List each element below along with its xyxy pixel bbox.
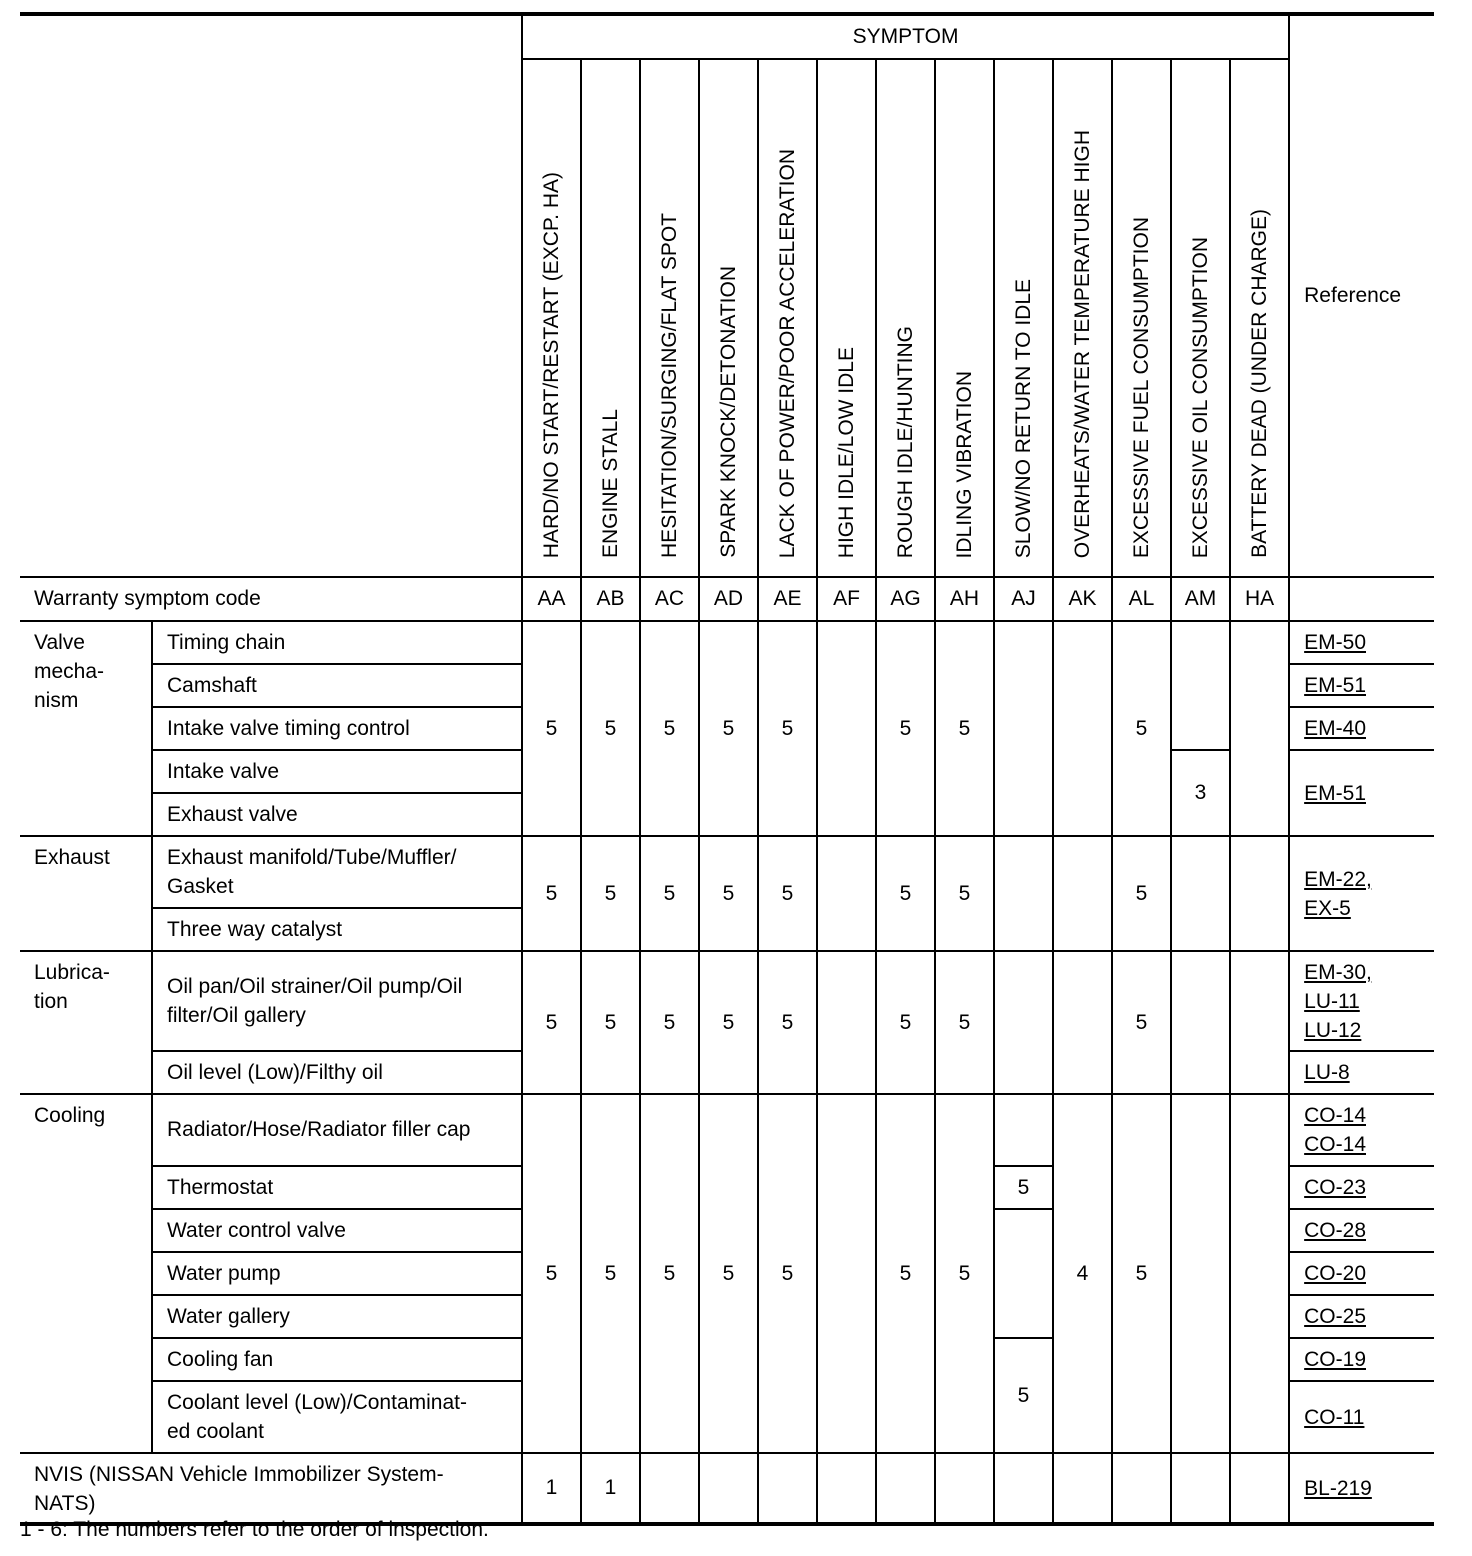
group-valve-mechanism: Valve mecha- nism — [20, 621, 152, 836]
value-cell: 5 — [581, 951, 640, 1094]
value-cell: 5 — [876, 951, 935, 1094]
column-header: OVERHEATS/WATER TEMPERATURE HIGH — [1053, 59, 1112, 577]
value-cell: 5 — [699, 621, 758, 836]
value-cell — [876, 1453, 935, 1524]
warranty-code: AH — [935, 577, 994, 621]
item-water-pump: Water pump — [152, 1252, 522, 1295]
group-exhaust: Exhaust — [20, 836, 152, 951]
value-cell: 5 — [522, 621, 581, 836]
value-cell — [817, 836, 876, 951]
value-cell — [1171, 836, 1230, 951]
value-cell: 5 — [1112, 836, 1171, 951]
value-cell — [1053, 621, 1112, 836]
warranty-code: AL — [1112, 577, 1171, 621]
value-cell: 5 — [758, 1094, 817, 1453]
value-cell — [994, 621, 1053, 836]
value-cell — [994, 836, 1053, 951]
warranty-label: Warranty symptom code — [20, 577, 522, 621]
value-cell — [758, 1453, 817, 1524]
group-lubrication: Lubrica- tion — [20, 951, 152, 1094]
group-nvis: NVIS (NISSAN Vehicle Immobilizer System- NATS) — [20, 1453, 522, 1524]
ref-co-25[interactable]: CO-25 — [1289, 1295, 1434, 1338]
warranty-code: AB — [581, 577, 640, 621]
item-timing-chain: Timing chain — [152, 621, 522, 664]
value-cell — [1171, 951, 1230, 1094]
column-header: ROUGH IDLE/HUNTING — [876, 59, 935, 577]
value-cell: 5 — [522, 1094, 581, 1453]
column-header: IDLING VIBRATION — [935, 59, 994, 577]
value-cell: 5 — [994, 1166, 1053, 1209]
value-cell: 5 — [699, 836, 758, 951]
group-cooling: Cooling — [20, 1094, 152, 1453]
item-oil-level: Oil level (Low)/Filthy oil — [152, 1051, 522, 1094]
value-cell — [699, 1453, 758, 1524]
value-cell: 5 — [640, 1094, 699, 1453]
value-cell: 5 — [522, 836, 581, 951]
value-cell — [1053, 951, 1112, 1094]
warranty-ref-blank — [1289, 577, 1434, 621]
value-cell — [994, 1453, 1053, 1524]
value-cell-empty — [1171, 621, 1230, 750]
value-cell-empty — [1230, 1094, 1289, 1453]
value-cell — [1112, 1453, 1171, 1524]
column-header: HIGH IDLE/LOW IDLE — [817, 59, 876, 577]
symptom-header: SYMPTOM — [522, 14, 1289, 59]
value-cell — [1053, 836, 1112, 951]
item-cooling-fan: Cooling fan — [152, 1338, 522, 1381]
value-cell: 5 — [581, 621, 640, 836]
value-cell: 4 — [1053, 1094, 1112, 1453]
value-cell: 5 — [935, 951, 994, 1094]
column-header: BATTERY DEAD (UNDER CHARGE) — [1230, 59, 1289, 577]
ref-em-40[interactable]: EM-40 — [1289, 707, 1434, 750]
symptom-table — [20, 12, 1434, 1526]
value-cell-empty — [1171, 1094, 1230, 1453]
value-cell: 5 — [935, 836, 994, 951]
item-thermostat: Thermostat — [152, 1166, 522, 1209]
value-cell: 5 — [876, 621, 935, 836]
ref-exhaust[interactable]: EM-22, EX-5 — [1289, 836, 1434, 951]
column-header: SPARK KNOCK/DETONATION — [699, 59, 758, 577]
ref-co-28[interactable]: CO-28 — [1289, 1209, 1434, 1252]
value-cell: 1 — [522, 1453, 581, 1524]
value-cell — [1053, 1453, 1112, 1524]
value-cell — [817, 1453, 876, 1524]
ref-radiator[interactable]: CO-14 CO-14 — [1289, 1094, 1434, 1166]
column-header: HESITATION/SURGING/FLAT SPOT — [640, 59, 699, 577]
value-cell — [994, 951, 1053, 1094]
warranty-code: AE — [758, 577, 817, 621]
value-cell: 5 — [876, 1094, 935, 1453]
column-header: LACK OF POWER/POOR ACCELERATION — [758, 59, 817, 577]
warranty-code: AA — [522, 577, 581, 621]
footnote: 1 - 6: The numbers refer to the order of inspection. — [20, 1518, 489, 1541]
item-camshaft: Camshaft — [152, 664, 522, 707]
value-cell: 5 — [1112, 1094, 1171, 1453]
column-header: HARD/NO START/RESTART (EXCP. HA) — [522, 59, 581, 577]
value-cell — [817, 1094, 876, 1453]
value-cell: 5 — [640, 951, 699, 1094]
warranty-code: AJ — [994, 577, 1053, 621]
value-cell: 5 — [758, 621, 817, 836]
value-cell — [935, 1453, 994, 1524]
value-cell: 5 — [935, 1094, 994, 1453]
warranty-code: HA — [1230, 577, 1289, 621]
item-intake-valve: Intake valve — [152, 750, 522, 793]
item-exhaust-valve: Exhaust valve — [152, 793, 522, 836]
value-cell: 5 — [876, 836, 935, 951]
item-oil-pan: Oil pan/Oil strainer/Oil pump/Oil filter/Oil gallery — [152, 951, 522, 1051]
value-cell-empty — [1230, 621, 1289, 836]
value-cell: 5 — [994, 1338, 1053, 1453]
value-cell: 5 — [522, 951, 581, 1094]
header-blank — [20, 14, 522, 577]
value-cell: 5 — [581, 1094, 640, 1453]
value-cell — [817, 951, 876, 1094]
ref-em-50[interactable]: EM-50 — [1289, 621, 1434, 664]
column-header: EXCESSIVE FUEL CONSUMPTION — [1112, 59, 1171, 577]
value-cell — [1171, 1453, 1230, 1524]
value-cell — [1230, 1453, 1289, 1524]
ref-lubrication[interactable]: EM-30, LU-11 LU-12 — [1289, 951, 1434, 1051]
value-cell — [1230, 951, 1289, 1094]
value-cell — [817, 621, 876, 836]
item-exhaust-manifold: Exhaust manifold/Tube/Muffler/ Gasket — [152, 836, 522, 908]
value-cell: 5 — [699, 951, 758, 1094]
ref-co-23[interactable]: CO-23 — [1289, 1166, 1434, 1209]
value-cell-empty — [994, 1094, 1053, 1166]
item-intake-valve-timing-control: Intake valve timing control — [152, 707, 522, 750]
column-header: EXCESSIVE OIL CONSUMPTION — [1171, 59, 1230, 577]
value-cell: 5 — [935, 621, 994, 836]
item-water-gallery: Water gallery — [152, 1295, 522, 1338]
value-cell: 1 — [581, 1453, 640, 1524]
value-cell — [1230, 836, 1289, 951]
warranty-code: AM — [1171, 577, 1230, 621]
ref-em-51-valves[interactable]: EM-51 — [1289, 750, 1434, 836]
item-coolant-level: Coolant level (Low)/Contaminat- ed coolant — [152, 1381, 522, 1453]
value-cell: 5 — [640, 621, 699, 836]
warranty-code: AD — [699, 577, 758, 621]
column-header: SLOW/NO RETURN TO IDLE — [994, 59, 1053, 577]
warranty-code: AK — [1053, 577, 1112, 621]
value-cell: 5 — [699, 1094, 758, 1453]
warranty-code: AC — [640, 577, 699, 621]
value-cell: 5 — [1112, 621, 1171, 836]
value-cell: 5 — [758, 836, 817, 951]
value-cell: 5 — [640, 836, 699, 951]
ref-lu-8[interactable]: LU-8 — [1289, 1051, 1434, 1094]
ref-co-19[interactable]: CO-19 — [1289, 1338, 1434, 1381]
warranty-code: AG — [876, 577, 935, 621]
ref-bl-219[interactable]: BL-219 — [1289, 1453, 1434, 1524]
ref-em-51[interactable]: EM-51 — [1289, 664, 1434, 707]
value-cell-empty — [994, 1209, 1053, 1338]
ref-co-11[interactable]: CO-11 — [1289, 1381, 1434, 1453]
value-cell — [640, 1453, 699, 1524]
item-radiator: Radiator/Hose/Radiator filler cap — [152, 1094, 522, 1166]
value-cell: 3 — [1171, 750, 1230, 836]
value-cell: 5 — [581, 836, 640, 951]
warranty-code: AF — [817, 577, 876, 621]
value-cell: 5 — [758, 951, 817, 1094]
ref-co-20[interactable]: CO-20 — [1289, 1252, 1434, 1295]
column-header: ENGINE STALL — [581, 59, 640, 577]
value-cell: 5 — [1112, 951, 1171, 1094]
reference-header: Reference — [1289, 14, 1434, 577]
item-three-way-catalyst: Three way catalyst — [152, 908, 522, 951]
item-water-control-valve: Water control valve — [152, 1209, 522, 1252]
